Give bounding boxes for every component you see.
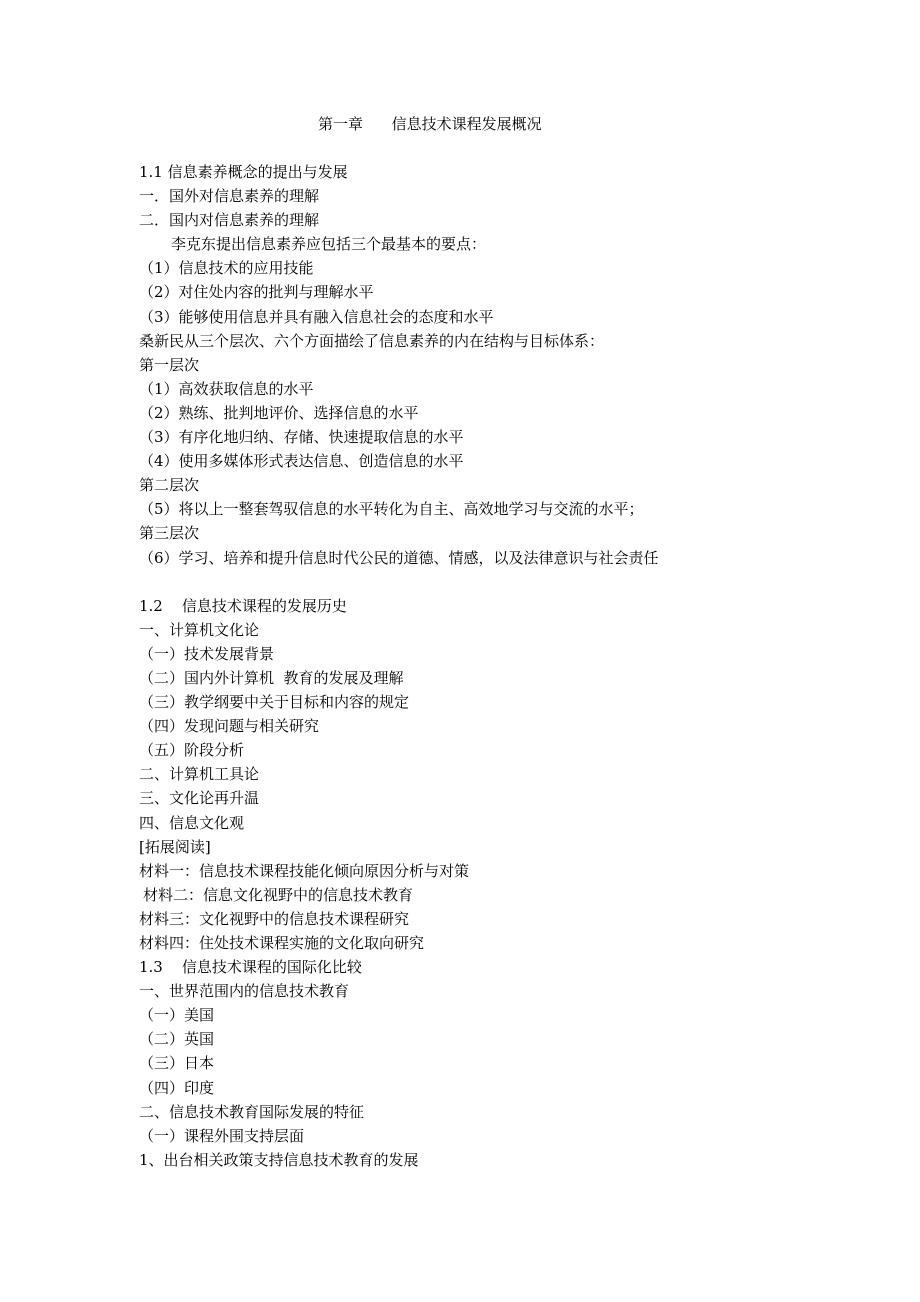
document-body xyxy=(139,160,899,1172)
paragraph-line: 桑新民从三个层次、六个方面描绘了信息素养的内在结构与目标体系： xyxy=(139,331,605,350)
list-item: 1、出台相关政策支持信息技术教育的发展 xyxy=(139,1150,419,1169)
list-item: （一）美国 xyxy=(139,1006,215,1025)
subsection-heading: 二、信息技术教育国际发展的特征 xyxy=(139,1102,365,1121)
list-item: （4）使用多媒体形式表达信息、创造信息的水平 xyxy=(139,452,464,471)
list-item: （一）技术发展背景 xyxy=(139,644,275,663)
blank-line xyxy=(139,570,899,594)
list-item: （1）信息技术的应用技能 xyxy=(139,259,314,278)
list-item: （3）能够使用信息并具有融入信息社会的态度和水平 xyxy=(139,307,494,326)
level-heading: 第二层次 xyxy=(139,476,200,495)
subsection-heading: 三、文化论再升温 xyxy=(139,789,260,808)
subsection-heading: 一、世界范围内的信息技术教育 xyxy=(139,982,350,1001)
list-item: （三）教学纲要中关于目标和内容的规定 xyxy=(139,693,410,712)
material-item: 材料四：住处技术课程实施的文化取向研究 xyxy=(139,934,425,952)
subsection-heading: 四、信息文化观 xyxy=(139,813,245,832)
list-item: （五）阶段分析 xyxy=(139,741,245,760)
material-item: 材料三：文化视野中的信息技术课程研究 xyxy=(139,909,410,928)
subsection-heading: 二、计算机工具论 xyxy=(139,765,260,784)
list-item: （二）国内外计算机 教育的发展及理解 xyxy=(139,668,404,687)
list-item: （6）学习、培养和提升信息时代公民的道德、情感，以及法律意识与社会责任 xyxy=(139,548,659,567)
list-item: （二）英国 xyxy=(139,1030,215,1049)
section-heading: 1.2 信息技术课程的发展历史 xyxy=(139,596,347,615)
subsection-heading: 一．国外对信息素养的理解 xyxy=(139,187,320,206)
level-heading: 第三层次 xyxy=(139,524,200,543)
list-item: （5）将以上一整套驾驭信息的水平转化为自主、高效地学习与交流的水平； xyxy=(139,500,644,519)
level-heading: 第一层次 xyxy=(139,355,200,374)
subsection-heading: 二．国内对信息素养的理解 xyxy=(139,211,320,230)
list-item: （3）有序化地归纳、存储、快速提取信息的水平 xyxy=(139,428,464,447)
list-item: （1）高效获取信息的水平 xyxy=(139,379,314,398)
extended-reading-label: [拓展阅读] xyxy=(139,837,211,856)
subsection-heading: 一、计算机文化论 xyxy=(139,620,260,639)
section-heading: 1.1 信息素养概念的提出与发展 xyxy=(139,163,348,181)
list-item: （四）发现问题与相关研究 xyxy=(139,717,320,736)
list-item: （2）熟练、批判地评价、选择信息的水平 xyxy=(139,403,419,422)
section-heading: 1.3 信息技术课程的国际化比较 xyxy=(139,958,362,977)
list-item: （四）印度 xyxy=(139,1078,215,1097)
chapter-title: 第一章 信息技术课程发展概况 xyxy=(318,115,542,133)
list-item: （2）对住处内容的批判与理解水平 xyxy=(139,283,374,302)
list-item: （一）课程外围支持层面 xyxy=(139,1126,305,1145)
list-item: （三）日本 xyxy=(139,1054,215,1073)
paragraph-line: 李克东提出信息素养应包括三个最基本的要点： xyxy=(171,235,487,254)
material-item: 材料一：信息技术课程技能化倾向原因分析与对策 xyxy=(139,861,470,880)
material-item: 材料二：信息文化视野中的信息技术教育 xyxy=(143,885,414,904)
